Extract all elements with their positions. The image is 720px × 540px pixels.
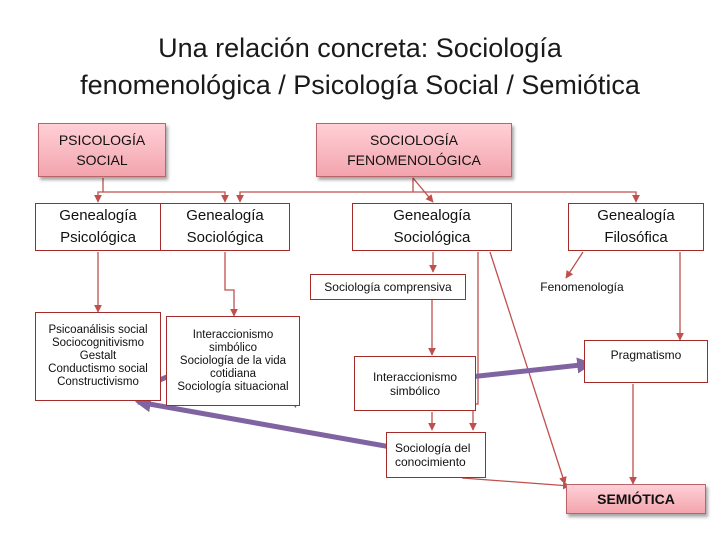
list-item: Interaccionismo [192, 328, 274, 341]
node-pragmatismo-label: Pragmatismo [610, 348, 682, 362]
list-item: cotidiana [209, 367, 257, 380]
list-item: Constructivismo [57, 376, 139, 388]
node-genealogia-sociologica-1-line-1: Genealogía [186, 207, 264, 224]
title-line-1: Una relación concreta: Sociología [158, 33, 562, 63]
connector-psicologia-to-gen-sociologica-1 [103, 192, 225, 202]
node-psicologia-social [38, 123, 166, 177]
node-semiotica [566, 484, 706, 514]
list-item: Gestalt [79, 350, 117, 362]
list-item: Sociología situacional [177, 380, 289, 393]
connector-gen-filosofica-to-fenomenologia [566, 252, 583, 278]
list-item: Sociología de la vida [179, 354, 287, 367]
connector-gen-sociologica-1-to-sociologias [225, 252, 234, 316]
node-interaccionismo-simbolico [354, 356, 476, 411]
connector-fenomenologica-to-gen-sociologica-1 [240, 178, 413, 202]
list-item: Psicoanálisis social [48, 324, 148, 336]
list-item: Sociocognitivismo [51, 337, 145, 349]
node-psicologias-list [35, 312, 161, 401]
node-sociologia-del-conocimiento [386, 432, 486, 478]
node-sociologia-fenomenologica-line-1: SOCIOLOGÍA [370, 132, 458, 148]
node-genealogia-psicologica-line-1: Genealogía [59, 207, 137, 224]
node-sociologia-comprensiva-label: Sociología comprensiva [324, 280, 452, 294]
connector-fenomenologica-to-gen-filosofica [413, 192, 636, 202]
node-genealogia-filosofica [568, 203, 704, 251]
node-sociologia-del-conocimiento-line-1: Sociología del [395, 441, 471, 455]
node-genealogia-sociologica-2-line-1: Genealogía [393, 207, 471, 224]
title-line-2: fenomenológica / Psicología Social / Semiótica [80, 70, 640, 100]
node-semiotica-label: SEMIÓTICA [597, 491, 675, 507]
node-genealogia-sociologica-2 [352, 203, 512, 251]
list-item: simbólico [209, 341, 257, 354]
node-genealogia-filosofica-line-2: Filosófica [604, 229, 668, 246]
node-fenomenologia [522, 276, 642, 298]
node-genealogia-psicologica-line-2: Psicológica [60, 229, 136, 246]
node-psicologia-social-line-2: SOCIAL [76, 152, 128, 168]
connector-conocimiento-to-semiotica [462, 478, 570, 486]
node-interaccionismo-simbolico-line-1: Interaccionismo [372, 369, 458, 384]
connector-fenomenologica-to-gen-sociologica-2 [413, 178, 433, 202]
node-sociologia-del-conocimiento-line-2: conocimiento [395, 455, 466, 469]
node-sociologia-comprensiva [310, 274, 466, 300]
node-sociologias-list [166, 316, 300, 406]
node-sociologia-fenomenologica-line-2: FENOMENOLÓGICA [347, 152, 481, 168]
node-genealogia-sociologica-2-line-2: Sociológica [393, 229, 471, 246]
list-item: Conductismo social [48, 363, 148, 375]
node-genealogia-filosofica-line-1: Genealogía [597, 207, 675, 224]
node-sociologia-fenomenologica [316, 123, 512, 177]
node-genealogia-sociologica-1 [160, 203, 290, 251]
node-interaccionismo-simbolico-line-2: simbólico [389, 383, 440, 398]
node-genealogia-psicologica [35, 203, 161, 251]
node-genealogia-sociologica-1-line-2: Sociológica [186, 229, 264, 246]
node-psicologia-social-line-1: PSICOLOGÍA [58, 132, 146, 148]
node-fenomenologia-label: Fenomenología [540, 280, 624, 294]
node-pragmatismo [584, 340, 708, 383]
connector-psicologia-to-gen-psicologica [98, 178, 103, 202]
double-arrow-interaccionismo-pragmatismo [460, 364, 590, 378]
